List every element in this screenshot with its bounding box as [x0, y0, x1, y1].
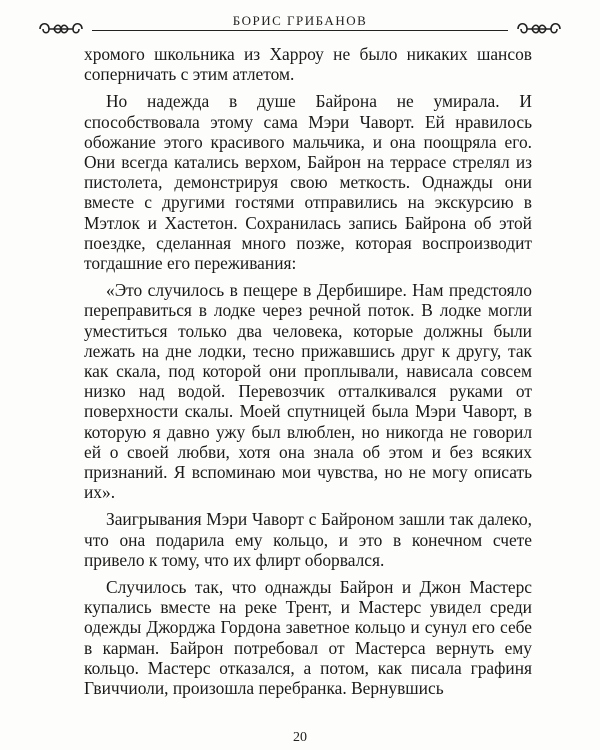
- page-number: 20: [293, 730, 307, 745]
- paragraph: хромого школьника из Харроу не было никаких шансов соперничать с этим атлетом.: [84, 44, 532, 85]
- running-title: [36, 13, 564, 29]
- paragraph: Случилось так, что однажды Байрон и Джон Мастерс купались вместе на реке Трент, и Мастерс увидел среди одежды Джорджа Гордона заветное кольцо и сунул его себе в карман. Байрон потребовал от Мастерса вернуть ему кольцо. Мастерс отказался, а потом, как писала графиня Гвиччиоли, произошла перебранка. Вернувшись: [84, 577, 532, 699]
- running-title-text: БОРИС ГРИБАНОВ: [223, 13, 378, 28]
- header-rule: [92, 30, 508, 31]
- paragraph: Но надежда в душе Байрона не умирала. И способствовала этому сама Мэри Чаворт. Ей нравилось обожание этого красивого мальчика, и она поощряла его. Они всегда катались верхом, Байрон на террасе стрелял из пистолета, демонстрируя свою меткость. Однажды они вместе с другими гостями отправились на экскурсию в Мэтлок и Хастетон. Сохранилась запись Байрона об этой поездке, сделанная много позже, которая воспроизводит тогдашние его переживания:: [84, 91, 532, 274]
- ornament-right-icon: [514, 18, 564, 40]
- paragraph: Заигрывания Мэри Чаворт с Байроном зашли так далеко, что она подарила ему кольцо, и это в конечном счете привело к тому, что их флирт оборвался.: [84, 509, 532, 570]
- quote-paragraph: «Это случилось в пещере в Дербишире. Нам предстояло переправиться в лодке через речной поток. В лодке могли уместиться только два человека, которые должны были лежать на дне лодки, тесно прижавшись друг к другу, так как скала, под которой они проплывали, нависала совсем низко над водой. Перевозчик отталкивался руками от поверхности скалы. Моей спутницей была Мэри Чаворт, в которую я давно ужу был влюблен, но никогда не говорил ей о своей любви, хотя она знала об этом и без всяких признаний. Я вспоминаю мои чувства, но не могу описать их».: [84, 280, 532, 503]
- body-text: [84, 44, 532, 705]
- running-head: [36, 8, 564, 38]
